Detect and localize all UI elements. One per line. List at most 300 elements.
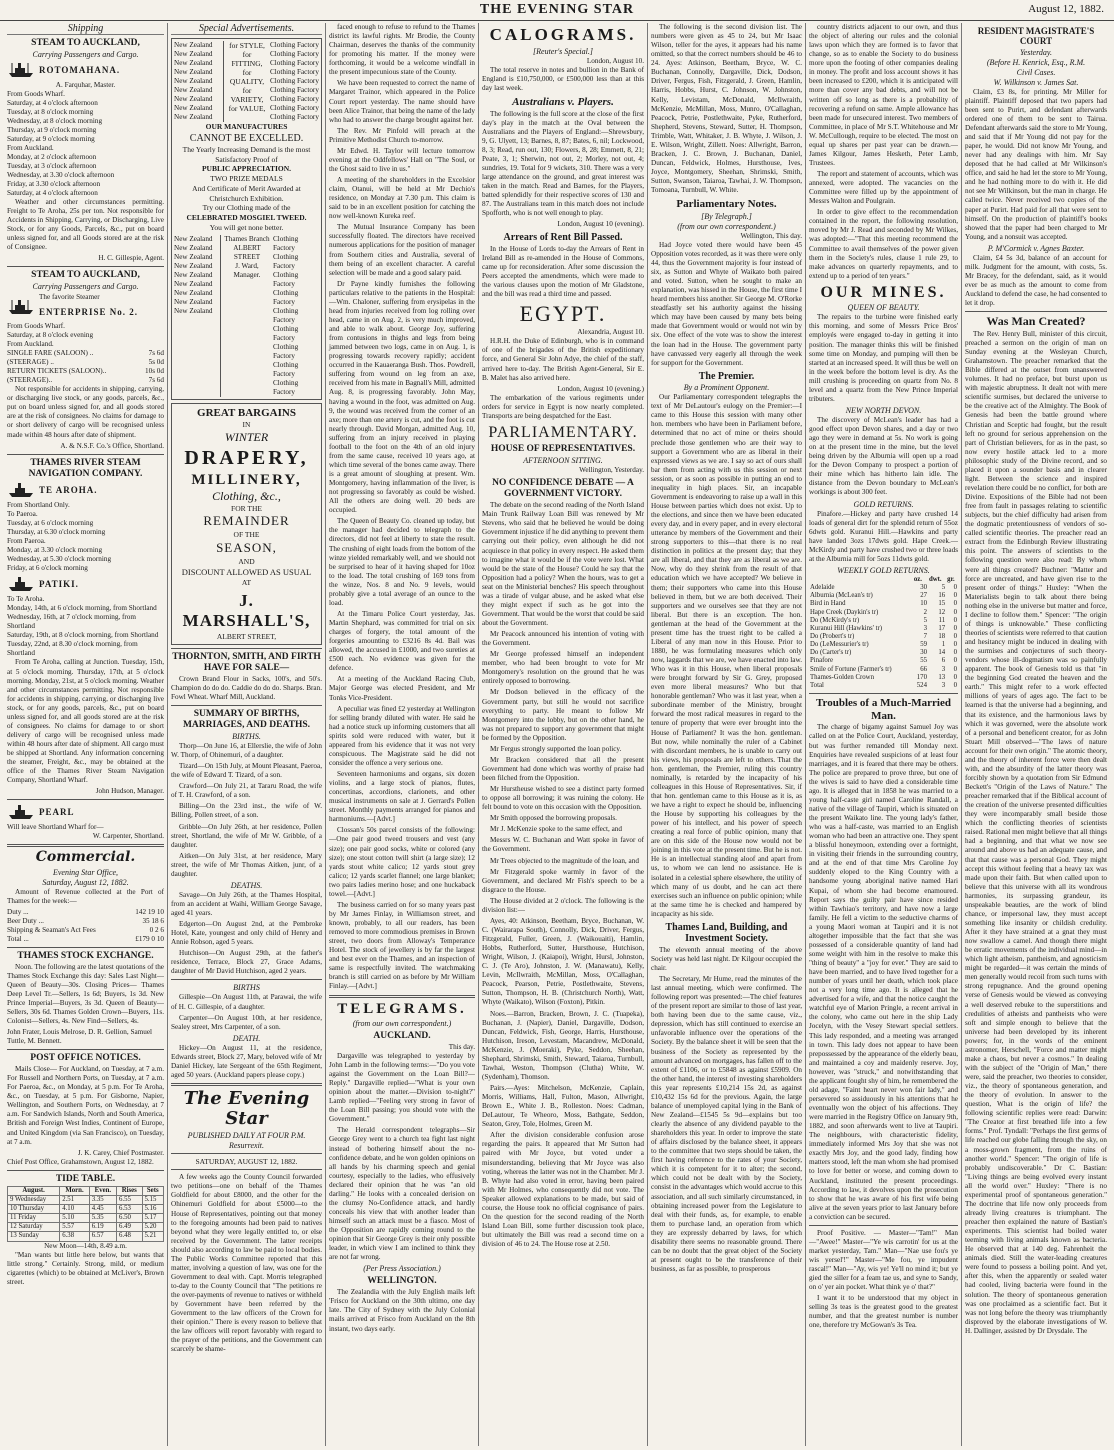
marshall-drapery-ad: [171, 403, 322, 646]
tide-row: [8, 1232, 164, 1241]
ad-right-item: Clothing Factory: [270, 104, 319, 112]
row-value: 35 18 6: [142, 916, 164, 925]
ad-left-item: New Zealand: [174, 288, 213, 297]
article-paragraph: Dargaville was telegraphed to yesterday by John Lamb in the following terms:—"Do you vote against the Government on the Loan Bill?—Reply." Dargaville replied—"What is your own opinion about the matter.—Division to-night?" Lamb replied—"Feeling very strong in favor of the Loan Bill passing; you should vote with the Government.": [329, 1051, 475, 1124]
ship-pre: The favorite Steamer: [39, 293, 100, 302]
gold-header-cell: dwt.: [928, 575, 942, 583]
ad-right-item: Clothing Factory: [270, 77, 319, 85]
gold-cell: Kuranui Hill (Hawkins' tr): [810, 624, 883, 632]
sailing-line: Saturday, at 4 o'clock afternoon: [7, 98, 98, 107]
article-paragraph: Clossan's 50s parcel consists of the following:—One pair good tweed trousers and vest (any size); one pair good socks, white or colored (any size); one stout cotton twill shirt (a large size); 12 yards stout white calico; 12 yards stout grey calico; 12 yards scarlet flannel; one large blanket; two pairs ladies merino hose; and one huckaback towel.—[Advt.]: [329, 826, 475, 898]
article-paragraph: The following is the full score at the close of the first day's play in the match at the Oval between the Australians and the Players of England:—Shrewsbury, 9, G. Ulyett, 13; Barnes, 8, 87; Bates, 6, nil; Lockwood, 8, 3; Read, run out, 130; Flowers, 8, 28; Emmett, 8, 21; Peate, 3, 1; Sherwin, not out, 2; Morley, not out, 4; sundries, 19. Total for 9 wickets, 310. There was a very large attendance on the ground, and great interest was taken in the match. Read and Barnes, for the Players, batted splendidly for their respective scores of 130 and 87. The Australians team in this match does not include Spofforth, who is not well enough to play.: [482, 109, 644, 218]
tide-row: [8, 1223, 164, 1232]
section-our-mines: OUR MINES.: [820, 283, 947, 301]
revenue-row: [7, 917, 164, 926]
ship-ad: [7, 575, 164, 593]
ship-name: PEARL: [39, 807, 75, 818]
subheading: BIRTHS.: [232, 732, 261, 741]
row-label: Beer Duty ...: [7, 916, 44, 925]
ad-line: CELEBRATED MOSGIEL TWEED.: [186, 213, 307, 222]
tide-header-cell: Even.: [89, 1186, 116, 1195]
signature: Chief Post Office, Grahamstown, August 12, 1882.: [7, 1157, 154, 1166]
subheading: By a Prominent Opponent.: [683, 383, 770, 393]
article-paragraph: Mr George professed himself an independent member, who had been brought to vote for Mr Montgomery's resolution on the ground that he was entirely opposed to borrowing.: [482, 650, 644, 686]
gold-row: [809, 674, 958, 682]
gold-cell: 524: [916, 681, 927, 689]
ad-line: DISCOUNT ALLOWED AS USUAL: [181, 566, 312, 577]
subheading: DEATH.: [232, 1033, 261, 1043]
sailing-times: [7, 595, 164, 658]
ad-heading: STEAM TO AUCKLAND,: [31, 270, 140, 281]
ad-right-item: Clothing Factory: [273, 252, 299, 270]
case-title: W. Wilkinson v. James Sat.: [993, 77, 1079, 87]
ship-name: ENTERPRISE No. 2.: [39, 307, 139, 318]
sailing-line: Monday, at 2 o'clock afternoon: [7, 152, 97, 161]
ad-side-item: Manager.: [233, 270, 261, 279]
ad-left-list: [174, 235, 221, 397]
gold-cell: 170: [916, 673, 927, 681]
gold-cell: Do (LeMessurier's tr): [810, 641, 869, 649]
tide-cell: 6.53: [116, 1204, 142, 1213]
sailing-line: Monday, at 3.30 o'clock morning: [7, 546, 103, 555]
article-paragraph: The repairs to the turbine were finished early this morning, and some of Messrs Price Bros' employés were engaged to-day in getting it into position. The manager thinks this will be finished some time on Monday, and pumping will then be started at an increased speed. It will thus be well on in the week before the bottom level is dry. As the mill crushing is proceeding on quartz from No. 8 level and a quartz from the New Prince Imperial tributers.: [809, 313, 958, 403]
ad-left-item: New Zealand: [174, 68, 213, 76]
notice: Will leave Shortland Wharf for—: [7, 823, 104, 832]
row-label: RETURN TICKETS (SALOON)..: [7, 367, 107, 376]
dateline: London, August 10 (evening).: [557, 220, 644, 229]
gold-cell: 0: [953, 584, 957, 592]
gold-cell: 0: [953, 641, 957, 649]
row-value: 10s 0d: [145, 367, 164, 376]
gold-row: [809, 666, 958, 674]
article-paragraph: Pinafore.—Hickey and party have crushed 14 loads of general dirt for the splendid return of 55oz 6dwts gold. Kuranui Hill.—Hawkins and party have landed 3ozs 17dwts gold. Hape Creek.—McKirdy and party have crushed two or three loads at the Alburnia mill for 5ozs 11dwts gold.: [809, 509, 958, 563]
subheading: (from our own correspondent.): [352, 1019, 452, 1028]
section-special-ads: Special Advertisements.: [171, 23, 322, 35]
article-paragraph: Pairs.—Ayes: Mitchelson, McKenzie, Caplain, Morris, Williams, Hall, Fulton, Mason, Allwright, Brown E., White J. B., Rolleston. Noes: Cadman, DeLautour, Te Wheoro, Moss, Bathgate, Seddon, Seaton, Grey, Tole, Holmes, Green M.: [482, 1084, 644, 1129]
notice: Not responsible for accidents in shipping, carrying, or discharging live stock, or any goods, parcels, &c., put on board unless signed for, and all goods stored are at the risk of consignees. No claims for damage to or short delivery of cargo will be recognised unless made within 48 hours after date of shipment.: [7, 385, 164, 439]
gold-cell: 0: [953, 681, 957, 689]
article-paragraph: faced enough to refuse to refund to the Thames district its lawful rights. Mr Brodie, the County Chairman, deserves the thanks of the community for promoting his matter. If the money were forthcoming, it would be a welcome windfall in the present impecunious state of the County.: [329, 23, 475, 77]
ship-name: ROTOMAHANA.: [39, 64, 121, 75]
sailing-times: [7, 501, 164, 573]
sailing-times: [7, 322, 164, 349]
ad-right-item: Clothing Factory: [270, 95, 319, 103]
ad-line: GREAT BARGAINS: [197, 406, 296, 419]
notice: From Te Aroha, calling at Junction. Tuesday, 15th, at 5 o'clock morning. Thursday, 17th, at 5 o'clock morning. Monday, 21st, at 5 o'clock morning. Weather and other circumstances permitting. Not responsible for accidents in shipping, carrying, or discharging live stock, or for any goods, parcels, &c., put on board unless signed for, and all goods stored are at the risk of consignees. No claims for damage to or short delivery of cargo will be recognised unless made within 48 hours after date of shipment. All cargo must be shipped at Shortland. Any information concerning the steamer, Freight, &c., may be obtained at the office of the Thames River Steam Navigation Company, Shortland Wharf.: [7, 658, 164, 785]
ad-line: DRAPERY,: [184, 446, 309, 469]
gold-returns-table: [809, 576, 958, 690]
tide-cell: 5.57: [60, 1223, 90, 1232]
ad-heading: THORNTON, SMITH, AND FIRTH HAVE FOR SALE—: [172, 652, 321, 674]
sailing-line: Tuesday, at 6 o'clock morning: [7, 519, 94, 528]
advertisement: I want it to be understood that my object in selling 3s teas is the greatest good to the greatest number, and that the greatest number is number one, therefore try McGowan's 3s Tea.: [809, 1294, 958, 1330]
notice: Edgerton—On August 2nd, at the Pembroke Hotel, Kate, youngest and only child of Henry and Annie Robson, aged 5 years.: [171, 920, 322, 947]
subheading: WEEKLY GOLD RETURNS.: [837, 565, 930, 575]
ad-line: Clothing, &c.,: [212, 488, 281, 503]
article-paragraph: Seventeen harmoniums and organs, six dozen violins, and a large stock of pianos, flutes, concertinas, accordions, clarionets, and other musical instruments on sale at J. Gerrard's Pollen street. Monthly payments arranged for pianos and harmoniums.—[Advt.]: [329, 770, 475, 824]
subheading: NEW NORTH DEVON.: [845, 405, 922, 415]
sailing-line: From Goods Wharf.: [7, 322, 65, 331]
dateline: WELLINGTON.: [367, 1276, 437, 1287]
article-paragraph: Claim, £3 8s, for printing. Mr Miller for plaintiff. Plaintiff deposed that two papers had been sent to Purirt, and defendant afterwards ordered one of them to be sent to Tairua. Defendant afterwards said the store to Mr Young, and said that if Mr Young did not pay for the paper, he would. Did not know Mr Young, and never had any dealings with him. Mr Say deposed that he had called at Mr Wilkinson's office, and said he had let the store to Mr Young, and he had nothing more to do with it. He did not see Mr Wilkinson, but the man in charge. He called twice. Never received two copies of the paper at Purirt. Had paid for all that were sent to himself. On the production of plaintiff's books showed that the paper had been charged to Mr Young, and a nonsuit was accepted.: [965, 87, 1107, 241]
gold-cell: Smile of Fortune (Farmer's tr): [810, 665, 892, 673]
gold-row: [809, 584, 958, 592]
article-paragraph: The eleventh annual meeting of the above Society was held last night. Dr Kilgour occupied the chair.: [651, 945, 802, 972]
gold-cell: 0: [953, 608, 957, 616]
steamship-icon: [7, 803, 35, 821]
gold-row: [809, 617, 958, 625]
article-paragraph: Mr Peacock announced his intention of voting with the Government.: [482, 630, 644, 648]
article-paragraph: In order to give effect to the recommendation contained in the report, the following resolution, moved by Mr J. Read and seconded by Mr Wilkes, was adopted:—"That this meeting recommend the Committee to avail themselves of the power given them in the Society's rules, clause 1 rule 29, to make advances on quarterly repayments, and to extend up to a period of ten years.": [809, 208, 958, 280]
ad-right-item: Clothing Factory: [273, 234, 299, 252]
gold-cell: 0: [953, 657, 957, 665]
article-paragraph: The embarkation of the various regiments under orders for service in Egypt is now nearly completed. Transports are being despatched for the East.: [482, 393, 644, 420]
article-paragraph: The discovery of McLean's leader has had a good effect upon Devon shares, and a day or two ago they were in demand at 5s. No work is going on at the present time in the mine, but the level being driven by the Alburnia will open up a road for the Devon Company to prospect a portion of their mine which has hitherto lain idle. The distance from the Devon boundary to McLean's workings is about 300 feet.: [809, 415, 958, 497]
ad-line: MILLINERY,: [191, 471, 302, 488]
ad-right-item: Clothing Factory: [273, 288, 299, 306]
gold-total-row: [809, 682, 958, 690]
gold-cell: 12: [938, 608, 946, 616]
section-heading: RESIDENT MAGISTRATE'S COURT: [977, 26, 1095, 47]
notice: Hutchison—On August 29th, at the father's residence, Terrace, Block 27, Grace Adams, daughter of Mr David Hutchison, aged 2 years.: [171, 949, 322, 976]
ad-line: CANNOT BE EXCELLED.: [189, 132, 304, 144]
article-paragraph: Mr Smith opposed the borrowing proposals.: [490, 814, 617, 823]
article-heading: Australians v. Players.: [512, 95, 614, 108]
gold-cell: 17: [938, 624, 946, 632]
steamship-icon: [7, 575, 35, 593]
signature: J. K. Carey, Chief Postmaster.: [77, 1148, 164, 1157]
gold-cell: Adelaide: [810, 584, 835, 592]
article-paragraph: Mr J. McKenzie spoke to the same effect, and: [490, 825, 622, 834]
dateline: Saturday, August 12, 1882.: [42, 877, 129, 887]
dateline: Wellington, This day.: [740, 231, 802, 240]
gold-cell: 27: [920, 592, 927, 600]
row-value: £179 0 10: [135, 934, 164, 943]
gold-row: [809, 609, 958, 617]
gold-cell: 7: [923, 633, 927, 640]
ad-left-item: New Zealand: [174, 270, 213, 279]
ad-line: The Yearly Increasing Demand is the most Satisfactory Proof of: [182, 144, 311, 164]
gold-cell: 3: [941, 681, 946, 689]
article-paragraph: Mr Bracken considered that all the present Government had done which was worthy of praise had been filched from the Opposition.: [482, 755, 644, 782]
article-paragraph: After the division considerable confusion arose regarding the pairs. It appeared that Mr Sutton had paired with Mr Joyce, but voted under a misunderstanding, believing that Mr Joyce was also voting, whereas the latter was not in the Chamber. Mr J. B. Whyte had also voted in error, having been paired with Mr Holmes, who consequently did not vote. The Speaker allowed explanations to be made, but said of course, the House took no official cognisance of pairs. On the question for the second reading of the North Island Loan Bill, some further discussion took place, but ultimately the Bill was read a second time on a division of 46 to 24. The House rose at 2.50.: [482, 1131, 644, 1249]
article-paragraph: country districts adjacent to our own, and thus the object of altering our rules and the colonial laws upon which they are formed is to favor that change, so as to enable the Society to do business more upon the footing of other companies dealing in money. The profit and loss account shows it has been increased to £200, which it is anticipated will more than cover any bad debts, and will not be written off so long as there is a probability of recovering a refund on same. Ample allowance has been made for unsecured interest. Two members of Committee, in place of Mr S.T. Whitehouse and Mr W. McCullough, require to be elected. The most on equal up shares per past year can be drawn.—James Kilgour, James Hesketh, Peter Lamb, Trustees.: [809, 23, 958, 167]
gold-cell: 3: [923, 624, 927, 632]
sailing-line: From Auckland.: [7, 340, 54, 349]
gold-cell: 13: [938, 673, 946, 681]
revenue-row: [7, 926, 164, 935]
column-5: [648, 23, 806, 1446]
article-paragraph: Messrs W. C. Buchanan and Watt spoke in favor of the Government.: [482, 836, 644, 854]
ad-right-list: [270, 235, 319, 397]
dateline: Evening Star Office,: [52, 867, 119, 877]
ad-line: FOR THE: [231, 503, 262, 513]
article-paragraph: The Rev. Mr Pinfold will preach at the Primitive Methodist Church to-morrow.: [329, 126, 475, 144]
moon-note: New Moon—14th, 8.49 a.m.: [44, 1241, 127, 1250]
gold-cell: Thames-Golden Crown: [810, 673, 874, 681]
ad-middle: for STYLE, for FITTING, for QUALITY, for VARIETY, for VALUE,: [228, 41, 266, 113]
column-1: [4, 23, 168, 1446]
row-label: SINGLE FARE (SALOON) ..: [7, 349, 94, 358]
gold-cell: 3: [941, 665, 946, 673]
gold-cell: 30: [920, 649, 927, 657]
ad-right-item: Clothing Factory: [270, 86, 319, 94]
ad-left-item: New Zealand: [174, 261, 213, 270]
ad-left-item: New Zealand: [174, 234, 213, 243]
ship-name: PATIKI.: [39, 579, 79, 590]
tide-row: [8, 1204, 164, 1213]
article-paragraph: Amount of Revenue collected at the Port of Thames for the week:—: [7, 887, 164, 905]
article-paragraph: The report and statement of accounts, which was annexed, were adopted. The vacancies on the Committee were filled up by the appointment of Messrs Walton and Poulgrain.: [809, 170, 958, 206]
tide-header-cell: Morn.: [60, 1186, 90, 1195]
gold-row: [809, 649, 958, 657]
subheading: GOLD RETURNS.: [853, 499, 914, 509]
gold-cell: 59: [920, 641, 927, 649]
ship-ad: [7, 803, 164, 821]
gold-header-cell: oz.: [913, 575, 922, 583]
ad-line: ALBERT STREET,: [216, 632, 277, 642]
tide-cell: 5.10: [60, 1214, 90, 1223]
tide-table-title: TIDE TABLE.: [55, 1173, 116, 1184]
dateline: Wellington, Yesterday.: [579, 466, 644, 475]
sailing-line: To Te Aroha.: [7, 595, 45, 604]
ad-text: Crown Brand Flour in Sacks, 100's, and 50's. Champion do do do. Caddie do do do. Sharps. Bran. Fowl Wheat. Wharf Mill, Auckland.: [171, 674, 322, 702]
ad-right-item: Clothing Factory: [273, 270, 299, 288]
motto: Resurrexit.: [228, 1140, 265, 1150]
ad-left-item: New Zealand: [174, 104, 213, 112]
article-paragraph: The Herald correspondent telegraphs—Sir George Grey went to a church tea fight last night instead of bothering himself about the no-confidence debate, and he won golden opinions on all hands by his charming speech and genial courtesy, especially to the ladies, who effusively declared their opinion that he was "an old darling." He looks with a concealed derision on the clumsy No-Confidence attack, and hardly conceals his view that with another leader than himself such an attack must be a fiasco. Most of the Opposition are rapidly coming round to the opinion that Sir George Grey is their only possible leader, in which view I am inclined to think they are not far wrong.: [329, 1126, 475, 1262]
subheading: Yesterday.: [1019, 47, 1053, 57]
article-paragraph: At the Timaru Police Court yesterday, Jas. Martin Shephard, was committed for trial on six charges of forgery, the total amount of the forgeries amounting to £3216 8s 4d. Bail was allowed, the accused in £1000, and two sureties at £500 each. No evidence was given for the defence.: [329, 609, 475, 673]
article-paragraph: The Zealandia with the July English mails left 'Frisco for Auckland on the 30th ultimo, one day late. The City of Sydney with the July Colonial mails arrived at Frisco from Auckland on the 8th instant, two days early.: [329, 1288, 475, 1333]
ad-line: IN: [242, 419, 251, 429]
tide-cell: 6.48: [116, 1232, 142, 1241]
subheading: DEATHS.: [230, 880, 263, 890]
subheading: QUEEN OF BEAUTY.: [847, 303, 920, 313]
gold-cell: Total: [810, 681, 824, 689]
article-paragraph: The business carried on for so many years past by Mr James Finlay, in Williamson street, and known, probably, to all our readers, has been removed to more commodious premises in Brown street, two doors from Alloway's Temperance Hotel. The stock of jewellery is by far the largest and best ever on the Thames, and an inspection of same is respectfully invited. The watchmaking branch is still carried on as before by Mr William Finlay.—[Advt.]: [329, 900, 475, 991]
sailing-line: From Goods Wharf.: [7, 89, 65, 98]
row-label: (STEERAGE)..: [7, 376, 53, 385]
section-telegrams: TELEGRAMS.: [337, 1000, 467, 1017]
article-paragraph: Ayes, 40: Atkinson, Beetham, Bryce, Buchanan, W. C. (Wairarapa South), Connolly, Dick, Driver, Fergus, Fitzgerald, Fuller, Green, J. (Waikouaiti), Hamlin, Hobbs, Rutherford, Sutter, Hursthouse, Hutchison, Wright, Wilson, J. (Kaiapoi), Wright, Hursl, Johnston, C. J. (Te Aro), Johnston, J. W. (Manawatu), Kelly, Levin, McIlwraith, McMillan, Moss, O'Callaghan, Peacock, Pearson, Petrie, Postlethwaite, Stevens, Sutton, Thompson, H. B. (Christchurch North), Watt, Whyte (Waikato), Wilson (Foxton), Pitkin.: [482, 916, 644, 1007]
tide-cell: 6.55: [116, 1195, 142, 1204]
article-paragraph: We have been requested to correct the name of Margaret Trainor, which appeared in the Police Court report yesterday. The name should have been Alice Trainor, that being the name of the lady who had to answer the charge brought against her.: [329, 79, 475, 124]
publication-note: PUBLISHED DAILY AT FOUR P.M.: [187, 1130, 306, 1140]
row-label: Total ...: [7, 934, 29, 943]
notice: Aitken—On July 31st, at her residence, Mary street, the wife of Mr Thomas Aitken, junr, of a daughter.: [171, 851, 322, 878]
issue-date: SATURDAY, AUGUST 12, 1882.: [195, 1156, 298, 1166]
row-label: Shipping & Seaman's Act Fees: [7, 925, 96, 934]
steamship-icon: [7, 298, 35, 316]
article-paragraph: Mr Fitzgerald spoke warmly in favor of the Government, and declared Mr Fish's speech to be a disgrace to the House.: [482, 867, 644, 894]
ad-line: OUR MANUFACTURES: [205, 122, 288, 131]
gold-cell: Do (Probert's tr): [810, 633, 855, 640]
ad-left-list: [174, 41, 224, 122]
gold-cell: 0: [953, 633, 957, 640]
sailing-line: Wednesday, at 5.30 o'clock morning: [7, 555, 112, 564]
masthead: [0, 0, 1114, 21]
sailing-line: Tuesday, at 3 o'clock afternoon: [7, 161, 97, 170]
article-heading: Troubles of a Much-Married Man.: [816, 697, 951, 722]
section-calograms: CALOGRAMS.: [489, 25, 637, 44]
article-paragraph: The House divided at 2 o'clock. The following is the division list:—: [482, 896, 644, 914]
ship-ad: [7, 481, 164, 499]
gold-cell: 14: [938, 649, 946, 657]
article-paragraph: The Secretary, Mr Hume, read the minutes of the last annual meeting, which were confirmed. The following report was presented:—The chief features of the present report are similar to those of last year, both having been due to the same cause, viz., depression, which has still continued to exercise an unfavorable influence over the operations of the Society. By the balance sheet it will be seen that the business of the Society as represented by the amount advanced on mortgages, has fallen off to the extent of £1106, or to £5848 as against £5909. On the other hand, the interest of investing shareholders this year represents £10,214 15s 2d, as against £10,432 15s 6d for the previous. Again, the large balance of unemployed capital lying in the Bank of New Zealand—£1545 5s 9d—explains but too clearly the absence of any dividend payable to the shareholders this year. In order to improve the state of affairs disclosed by the balance sheet, it appears to the committee that two steps should be taken, the first having reference to the rates of your Society, which it is competent for it to alter; the second, which could not be dealt with by the Society, consist in the advantages which would accrue to this association, and all such similarly circumstanced, in obtaining increased power from the Legislature to deal with their funds, as, for example, to enable them to purchase land, an operation from which they are expressly debarred by laws, for which disability there seems no reasonable ground. There can be no doubt that the great object of the Society at present ought to be the transference of their business, as far as possible, to prosperous: [651, 975, 802, 1274]
gold-cell: 5: [923, 616, 927, 624]
tide-cell: 13 Sunday: [8, 1232, 60, 1241]
article-paragraph: Had Joyce voted there would have been 45 Opposition votes recorded, as it was there were only 44, thus the Government majority is four instead of six, as Sutton and Whyte of Waikato both paired and voted. Sutton, when he sought to make an explanation, was hissed in the House, the first time I heard members hiss another. Sir George M. O'Rorke steadfastly set his authority against the hissing which may have been caused by many bets being made that Government would or would not win by six. One effect of the vote was to show the interest the loan had in the House. The government party have canvassed very eagerly all through the week for support for the Government.: [651, 240, 802, 367]
article-paragraph: Our Parliamentary correspondent telegraphs the text of Mr DeLautour's eulogy on the Premier:—I came to this House this session with many other hon. members who have been in Parliament before, determined that no act of mine or theirs should preclude those gentlemen who are their way to support a Government who are as liberal in their expressed views as we are. I say so act of ours shall bar them from acting with us this session or next session, or as soon as possible in putting an end to inequality in high places. Sir, an incapable Government is endeavoring to raise up a wall in this House between parties which does not exist. Up to the elections, and since then we have been educated every day, and in every paper, and in every electoral utterance by members of the Government and their strong supporters to this—that there is no real distinction in politics at the present day; that they are all liberal, and that they are as liberal as we are. Now, why do they shrink from the result of that education which we have accepted? We believe in them; their supporters who came into this House believed in them, but we are both deceived. Their supporters and we ourselves see that they are not liberal. But there is an exception. The hon. gentleman at the head of the Government at the present time has the truest right to be called a Liberal of any man now in this House. Prior to 1880, he was formulating measures which only now, laggards that we are, we have enacted into law. Who was it in this House, when liberal proposals were brought forward by Sir G. Grey, proposed even more liberal measures? Who but that honorable gentleman? Who was it last year, when a subordinate member of the Ministry, brought forward the most radical measures in regard to the tenure of property that were ever brought into the House of Parliament? It was the hon. gentleman. But now, while nominally the ruler of a Cabinet with discordant members, he is unable to carry out his views, his proposals are left to others. That the hon. gentleman, the Premier, ruling this country nominally, is retarded by the incapacity of his colleagues in this House of Representatives. Sir, if that hon. gentleman came to this House as it is, as we have a right to expect he should be, influencing the House by supporting his colleagues by the power of his intellect, and his power of speech creating a real force of public opinion, many that are on this side of the House now would not be joining in this vote at the present time. But he is not. He is an intellectual standing aloof and apart from us, to whom we can lend no assistance. He is isolated in a celestial sphere elsewhere, the utility of which many of us doubt, and he can act there exercises such an influence on public opinion; while at the same time he is checked and hampered by incapacity as his side.: [651, 393, 802, 918]
article-paragraph: Noon. The following are the latest quotations of the Thames Stock Exchange this day: Sales Last Night— Queen of Beauty—30s. Closing Prices— Thames Deep Level Tr.—Sellers, 1s 6d; Buyers, 1s 3d. New Prince Imperial—Buyers, 3s 3d. Queen of Beauty—Sellers, 30s 6d. Thames Golden Crown—Buyers, 11s. Colonist—Sellers, 4s. New Find—Sellers, 4s.: [7, 962, 164, 1026]
ad-left-item: New Zealand: [174, 77, 213, 85]
ad-heading: STEAM TO AUCKLAND,: [31, 38, 140, 48]
ad-right-item: Clothing Factory: [270, 41, 319, 49]
article-paragraph: A peculiar was fined £2 yesterday at Wellington for selling brandy diluted with water. He said he had a notice stuck up informing customers that all spirits sold were reduced with water, but it appeared from his evidence that it was not very conspicuous. The Magistrate said he did not consider the offence a very serious one.: [329, 704, 476, 767]
article-paragraph: The charge of bigamy against Samuel Joy was called on at the Police Court, Auckland, yesterday, but was further remanded till Monday next. Enquiries have revealed suspicions of at least four marriages, and it is feared that there may be others. The police are prepared to prove three, but one of the wives is said to have died a considerable time ago. It is alleged that in 1858 he was married to a young half-caste girl named Caroline Randall, a native of the village of Taupiri, which is situated on the present Waikato line. The young lady's father, who was a half-caste, was married to an English woman who had been an attractive one. They spent a blissful honeymoon, extending over a fortnight, in visiting their friends in the surrounding country, and at the end of that time Mrs Caroline Joy suddenly eloped to the King Country with a handsome young aboriginal native named Hari Kupai, of whom she had become enamoured. Report says the guilty pair have since resided within Tawhiao's territory, and have now a large family. He fell a victim to the seductive charms of a young Maori woman at Taupiri and it is not altogether impossible that the fact that she was possessed of a considerable quantity of land had some weight with him in the resolve to make this "thing of beauty" a "joy for ever." They are said to have been married, and to have lived together for a number of years until her death, which took place not a very long time ago. It is alleged that he advertised for a wife, and that the notice caught the watchful eye of Marion Pringle, a recent arrival in the colony, who came out here in the ship Lady Jocelyn, with the Vesey Stewart special settlers. This lady responded, and a meeting was arranged in town. This lady does not appear to have been prepossessed by the appearance of the elderly beau, and maintained a coy and maidenly reserve. Joy, however, was "struck," and notwithstanding that the applicant fought shy of him, he remembered the old adage, "Faint heart never won fair lady," and persevered so assiduously in his attentions that he eventually won the object of his affections. They were married in the Registry Office on January 9th, 1882, and soon afterwards went to live at Taupiri. The neighbours, with characteristic fidelity, immediately informed Mrs Joy that she was not exactly Mrs Joy, and the good lady, finding how matters stood, left the man whom she had promised to love for better or worse, and coming down to Auckland, instituted the present proceedings. According to law, it devolves upon the prosecution to show that he was aware of his first wife being alive at the seven years prior to last January before a conviction can be secured.: [809, 723, 958, 1221]
gold-cell: Bird in Hand: [810, 600, 846, 608]
subheading: (from our own correspondent.): [677, 221, 776, 231]
gold-cell: 11: [938, 616, 946, 624]
tide-cell: 2.51: [60, 1195, 90, 1204]
article-paragraph: The total reserve in notes and bullion in the Bank of England is £10,750,000, or £500,000 less than at this day last week.: [482, 65, 644, 92]
sailing-line: Tuesday, 22nd, at 8.30 o'clock morning, from Shortland: [7, 640, 138, 658]
article-heading: Arrears of Rent Bill Passed.: [503, 232, 623, 244]
sailing-line: Wednesday, at 3.30 o'clock afternoon: [7, 170, 115, 179]
master: A. Farquhar, Master.: [55, 80, 116, 89]
fare-row: [7, 349, 164, 358]
fare-row: [7, 376, 164, 385]
sailing-line: From Paeroa.: [7, 537, 46, 546]
column-7: [962, 23, 1110, 1446]
article-paragraph: In the House of Lords to-day the Arrears of Rent in Ireland Bill as re-amended in the House of Commons, came up for reconsideration. After some discussion the Peers accepted the amendments, which were made to the various clauses upon the motion of Mr Gladstone, and the bill was read a third time and passed.: [482, 244, 644, 299]
ad-left-item: New Zealand: [174, 297, 213, 306]
sailing-line: Wednesday, at 8 o'clock morning: [7, 116, 103, 125]
row-value: 7s 6d: [148, 349, 164, 358]
ad-left-item: New Zealand: [174, 306, 213, 315]
fare-row: [7, 358, 164, 367]
nameplate: The Evening Star: [183, 1087, 310, 1129]
gold-cell: 6: [941, 657, 946, 665]
article-paragraph: A few weeks ago the County Council forwarded two petitions—one on behalf of the Thames Goldfield for about £8000, and the other for the Ohinemuri Goldfield for about £5000—to the House of Representatives, pointing out that money to the foregoing amounts had been paid to natives beyond what they were legally entitled to, or else received by the Government. The latter receipts should also according to law be paid to local bodies. The Public Works Committee reported that this matter, involving a question of law, was one for the Government to deal with. Capt. Morris telegraphed to-day to the County Council that "The petitions re the over-payments of revenue to natives or withheld by Government have been referred by the Government to the law officers of the Crown for their opinion." There is every reason to believe that the law officers will report favorably with regard to the prayer of the petitions, and the Government can scarcely be shame-: [171, 1173, 322, 1354]
signature: A. & N.S.F. Co.'s Office, Shortland.: [60, 441, 164, 450]
sailing-line: Friday, at 6 o'clock morning: [7, 564, 88, 573]
sailing-times: [7, 90, 164, 198]
gold-cell: 0: [953, 649, 957, 657]
sailing-line: Tuesday, at 8 o'clock morning: [7, 107, 94, 116]
article-heading: Was Man Created?: [986, 314, 1086, 329]
article-heading: Parliamentary Notes.: [676, 198, 777, 211]
tide-cell: 5.21: [142, 1232, 164, 1241]
fare-row: [7, 367, 164, 376]
ad-line: You will get none better.: [209, 222, 284, 232]
subheading: AFTERNOON SITTING.: [523, 456, 603, 466]
gold-cell: Do (Carter's tr): [810, 649, 852, 657]
case-title: P. M'Cormick v. Agnes Baxter.: [987, 243, 1085, 253]
sailing-line: To Paeroa.: [7, 510, 38, 519]
subheading: HOUSE OF REPRESENTATIVES.: [490, 444, 636, 455]
article-paragraph: The Rev. Henry Bull, minister of this circuit, preached a sermon on the origin of man on Sunday evening at the Wesleyan Church, Grahamstown. The preacher remarked that the Bible differed at the outset from unanswered volumes. It had no preface, but burst upon us with majestic abruptness. It dealt not with mere scientific surmises, but declared the universe to be the creative act of the Almighty. The Book of Genesis had been the battle ground where Christian and Sceptic had fought, but the result left no ground for serious apprehension on the part of Christian believers, for as in the past, so now every hostile attack led to a more philosophic study of the Divine record, and so placed it upon a sounder basis and in clearer light. Between the science and inspired revelation there could be no conflict, for both are Divine. Expositions of the Bible had not been free from fault in passages relating to scientific subjects, but the chief difficulty had arisen from the dogmatic pretentiousness of vendors of so-called scientific theories. The preacher read an extract from the Edinburgh Review illustrating this point. The answers of scientists to the following question were also read: By whom were all things created? Buchner: "Matter and force are uncreated, and have given rise to the present order of things." Huxley: "When the Materialists begin to talk about there being nothing else in the universe but matter and force, I decline to follow them." Spencer: "The origin of things is unknowable." These conflicting theories of scientists were referred to that caution and hesitancy might be induced in dealing with the surmises and conjectures of such theory-vendors whose ill-dogmatism was so painfully apparent. The book of Genesis told us that "in the beginning God created the heaven and the earth." This might refer to a work effected millions of years of ages ago. The fact to be learned is that the universe had a beginning, and that its existence, and the harmonious laws by which it was governed, were the absolute work of a personal and beneficent creator, for as John Stuart Mill observed—"The laws of nature account for their own origin." The atomic theory, and the theory of inherent force were then dealt with, and the absurdity of the latter theory was forcibly shown by a quotation from Sir Edmund Beckett's "Origin of the Laws of Nature." The preacher remarked that if the Biblical account of the creation of the universe presented difficulties they were incomparably small beside those which the conflicting theories of scientists raised. Rational men might believe that all things had a beginning, and that what we now see around and above us had an adequate cause, and that that cause was a personal God. They might accept this without feeling that a heavy tax was made upon their faith. But when called upon to believe that this universe with all its wondrous harmonies, its surpassing grandeur, its unspeakable beauties, are the work of blind chance, or impersonal law, they must accept something like insanity or childish credulity. After it they have strained at a gnat they must now swallow a camel. And though there might be erratic movements of the individual mind—in which light atheism, pantheism, and agnosticism might be regarded—it was certain the minds of men generally would recoil from such turns with strong repugnance. And the ground opening verse of Genesis would be viewed as conveying a well deserved rebuke to the superstitions and credulities of atheists and pantheists who were soft and simple enough to believe that the universe had been developed by its inherent powers; for, in the words of the eminent astronomer, Herschell, "Force and matter might make a chaos, but never a cosmos." In dealing with the subject of the "Origin of Man," there were, said the preacher, two theories to consider, viz., the theory of spontaneous generation, and the theory of evolution. In answer to the question, What is the origin of life? the following scientific replies were read: Darwin: "The Creator at first breathed life into a few forms." Prof. Tyndall: "Perhaps the first germs of life reached our globe falling through the sky, on a moss-grown fragment, from the ruins of another world." Spencer: "The origin of life is probably undiscoverable." Dr C. Bastian: "Living things are being evolved every instant all the world over." Huxley: "There is no experimental proof of spontaneous generation." The doctrine that life now only proceeds from already living creatures is triumphant. The preacher then explained the nature of Bastian's experiments. This scientist had boiled water teeming with living animals known as bacteria. He observed that at 140 deg. Fahrenheit the animals died. Still the water-leading creatures were found to possess a boiling point. And yet, after this, when the apparently or sealed water had cooled, living bacteria were found in the solution. The theory of spontaneous generation was one proclaimed as a scientific fact. But it was not long before the theory was triumphantly disproved by the elaborate investigations of W. H. Dallinger, assisted by Dr Drysdale. The: [965, 329, 1107, 1335]
row-value: 5s 0d: [148, 358, 164, 367]
section-heading: THAMES STOCK EXCHANGE.: [17, 950, 154, 961]
tide-header-cell: Sets: [142, 1186, 164, 1195]
tide-header-cell: Rises: [116, 1186, 142, 1195]
tide-cell: 6.49: [116, 1223, 142, 1232]
notice: Weather and other circumstances permitting. Freight to Te Aroha, 25s per ton. Not responsible for Accidents in Shipping, Carrying, or Discharging, Live Stock, or for any Goods, Parcels, &c., put on board unless signed for, and all Goods stored are at the risk of Consignee.: [7, 197, 164, 252]
sailing-line: Saturday, 19th, at 8 o'clock morning, from Shortland: [7, 631, 159, 640]
tide-cell: 6.38: [60, 1232, 90, 1241]
ad-side-item: ALBERT STREET: [233, 243, 261, 261]
tide-cell: 9 Wednesday: [8, 1195, 60, 1204]
tide-header-cell: August.: [8, 1186, 60, 1195]
tide-cell: 6.50: [116, 1214, 142, 1223]
ad-left-item: New Zealand: [174, 41, 213, 49]
section-heading: SUMMARY OF BIRTHS, MARRIAGES, AND DEATHS.: [182, 709, 311, 731]
ship-name: TE AROHA.: [39, 485, 98, 496]
column-2: [168, 23, 326, 1446]
ad-right-item: Clothing Factory: [273, 378, 299, 396]
column-3: [326, 23, 479, 1446]
sailing-line: Thursday, at 9 o'clock morning: [7, 125, 97, 134]
ad-right-item: Clothing Factory: [270, 59, 319, 67]
gold-cell: 16: [938, 592, 946, 600]
gold-cell: 0: [953, 665, 957, 673]
tide-cell: 10 Thursday: [8, 1204, 60, 1213]
ship-ad: [7, 293, 164, 320]
sailing-line: From Auckland.: [7, 143, 54, 152]
tide-cell: 6.19: [89, 1223, 116, 1232]
sailing-line: From Shortland Only.: [7, 501, 70, 510]
revenue-list: [7, 908, 164, 944]
tide-cell: 6.57: [89, 1232, 116, 1241]
notice: Billing—On the 23rd inst., the wife of W. Billing, Pollen street, of a son.: [171, 802, 322, 820]
ad-left-item: New Zealand: [174, 279, 213, 288]
notice: Tizard—On 15th July, at Mount Pleasant, Paeroa, the wife of Edward T. Tizard, of a son.: [171, 762, 322, 780]
ad-left-item: New Zealand: [174, 113, 213, 121]
article-paragraph: At a meeting of the Auckland Racing Club, Major George was elected President, and Mr Tonks Vice-President.: [329, 675, 475, 702]
gold-cell: 5: [941, 584, 946, 592]
gold-cell: 0: [953, 673, 957, 681]
fare-list: [7, 349, 164, 385]
article-paragraph: Claim, £4 5s 3d, balance of an account for milk. Judgment for the amount, with costs, 5s. Mr Bracey, for the defendant, said, as it would ever be as much as the amount to come from Auckland to defend the case, he had consented to let it drop.: [965, 253, 1107, 308]
gold-cell: 0: [953, 616, 957, 624]
sailing-line: Monday, 14th, at 6 o'clock morning, from Shortland: [7, 604, 157, 613]
article-heading: Thames Land, Building, and Investment Society.: [665, 921, 788, 945]
article-heading: NO CONFIDENCE DEBATE — A GOVERNMENT VICTORY.: [492, 478, 634, 500]
ad-line: REMAINDER: [203, 513, 290, 529]
article-paragraph: Dr Payne kindly furnishes the following particulars relative to the patients in the Hospital:—Wm. Chaloner, suffering from erysipelas in the head from injuries received from log rolling over head, came in on Aug. 2, is very much improved, and able to walk about. George Joy, suffering from contusions in thighs and legs from being jammed between two logs, came in on Aug. 1, is progressing towards recovery rapidly; accident occurred in the Kauaeranga Bush. Thos. Powdrell, suffering from wound on leg from an axe, received from his mate in Bagnall's Mill, admitted Aug. 8, is progressing favorably. John May, having a wound in the foot, was admitted on Aug. 9, the wound was received from the corner of an axe; more than one artery is cut, and the foot is cut nearly through. David Morgan, admitted Aug. 10, suffering from an injury received in playing football to the foot on the 4th of an old injury from the same cause, received 10 years ago, at which time several of the bones came away. There is a great amount of sloughing at present. Wm. Montgomery, having inflammation of the liver, is not progressing so favorably as could be wished. All the others are doing well. 20 beds are occupied.: [329, 279, 475, 515]
tide-cell: 5.35: [89, 1214, 116, 1223]
gold-row: [809, 592, 958, 600]
tide-cell: 5.17: [142, 1214, 164, 1223]
gold-cell: 0: [953, 592, 957, 600]
ad-right-list: [267, 41, 319, 122]
steamship-icon: [7, 61, 35, 79]
article-paragraph: Mr Dodson believed in the efficacy of the Government party, but still he would not sacrifice everything to party. He meant to follow Mr Montgomery into the lobby, but on the other hand, he was not prepared to support any government that might be formed by the Opposition.: [482, 688, 644, 742]
subheading: [Reuter's Special.]: [533, 46, 593, 56]
gold-cell: 30: [920, 584, 927, 592]
section-heading: POST OFFICE NOTICES.: [30, 1053, 141, 1064]
signature: John Hudson, Manager.: [95, 787, 164, 796]
ad-line: And Certificate of Merit Awarded at Christchurch Exhibition.: [192, 183, 301, 203]
dateline: AUCKLAND.: [373, 1031, 431, 1041]
article-paragraph: Mr Fergus strongly supported the loan policy.: [490, 744, 622, 753]
gold-cell: 1: [941, 641, 946, 649]
gold-row: [809, 641, 958, 649]
article-paragraph: The following is the second division list. The numbers were given as 45 to 24, but Mr Isaac Wilson, teller for the ayes, it appears had his name omitted, so that the correct numbers should be 46 to 24. Ayes: Atkinson, Beetham, Bryce, W. C. Buchanan, Connolly, Dargaville, Dick, Dodson, Driver, Fergus, Fish, Fitzgerald, J. Green, Hamlin, Harris, Hobbs, Hurst, C. Johnson, W. Johnston, Kelly, Levistam, McDonald, McIlwraith, McKenzie, McMillan, Moss, Munro, O'Callaghan, Peacock, Petrie, Postlethwaite, Pyke, Rutherford, Shepherd, Stevens, Steward, Sutter, H. Thompson, Trimble, Watt, Whitaker, J. B. Whyte, J. Wilson, J. E. Wilson, Wright, Zillett. Noes: Allwright, Barron, Bracken, J. C. Brown, J. Buchanan, Daniel, Duncan, Feldwick, Holmes, Hursthouse, Ives, Joyce, Montgomery, Sheehan, Shrimski, Smith, Sutton, Swanson, Taiaroa, Tawhai, J. W. Thompson, Tomoana, Turnbull, W. White.: [651, 23, 802, 195]
article-paragraph: The Mutual Insurance Company has been successfully floated. The directors have received numerous applications for the position of manager from Southern cities and Australia, several of them being of an excellent character. A careful selection will be made and a good salary paid.: [329, 223, 475, 277]
